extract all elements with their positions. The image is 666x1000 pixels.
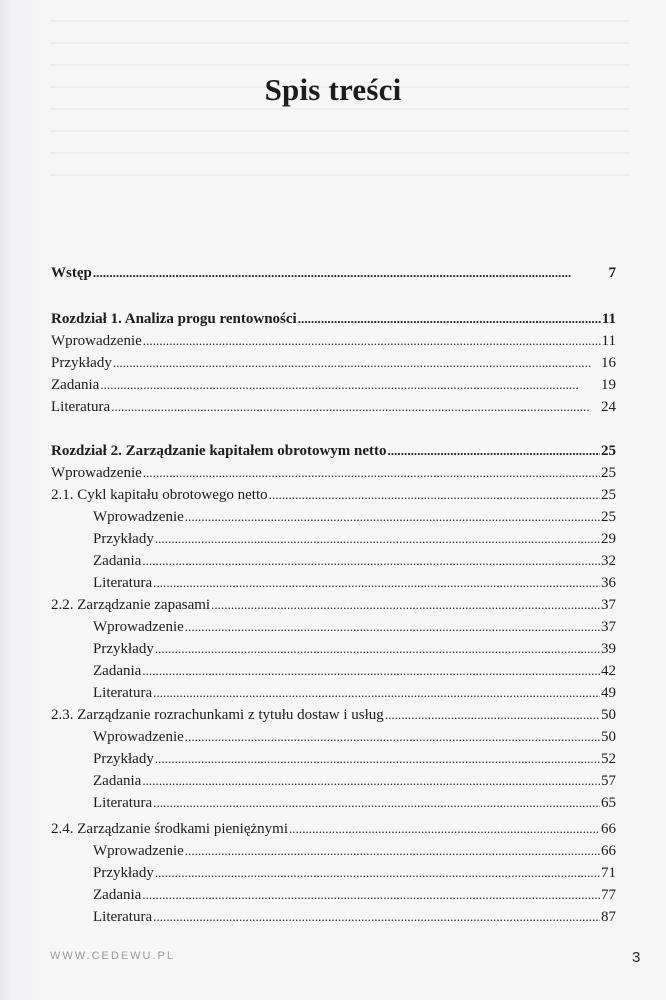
- toc-entry: [93, 682, 616, 704]
- toc-entry: [51, 352, 616, 374]
- toc-entry-label: Zadania: [51, 377, 100, 393]
- toc-entry-label: Wprowadzenie: [51, 465, 142, 481]
- toc-entry: [93, 550, 616, 572]
- toc-entry: [51, 440, 616, 462]
- toc-entry: [93, 840, 616, 862]
- toc-entry-label: Rozdział 1. Analiza progu rentowności: [51, 311, 297, 327]
- dot-leader: [113, 352, 600, 374]
- dot-leader: [155, 528, 600, 550]
- toc-entry: [51, 818, 616, 840]
- dot-leader: [153, 572, 600, 594]
- toc-entry-page: 37: [601, 597, 616, 613]
- dot-leader: [142, 660, 600, 682]
- dot-leader: [388, 440, 600, 462]
- toc-entry-label: Literatura: [51, 399, 111, 415]
- toc-entry-page: 71: [601, 865, 616, 881]
- dot-leader: [142, 550, 600, 572]
- toc-entry: [51, 396, 616, 418]
- toc-entry-label: Przykłady: [51, 355, 112, 371]
- dot-leader: [289, 818, 600, 840]
- dot-leader: [142, 770, 600, 792]
- toc-entry: [93, 572, 616, 594]
- dot-leader: [269, 484, 600, 506]
- toc-entry-page: 65: [601, 795, 616, 811]
- toc-entry: [93, 616, 616, 638]
- dot-leader: [100, 374, 600, 396]
- dot-leader: [142, 884, 600, 906]
- toc-entry-label: Wprowadzenie: [93, 619, 184, 635]
- toc-entry-page: 24: [601, 399, 616, 415]
- toc-entry: [51, 704, 616, 726]
- toc-entry: [51, 308, 616, 330]
- toc-entry-label: Przykłady: [93, 531, 154, 547]
- toc-entry: [51, 462, 616, 484]
- toc-entry-label: Literatura: [93, 685, 153, 701]
- dot-leader: [185, 506, 600, 528]
- toc-entry-label: Wprowadzenie: [93, 509, 184, 525]
- toc-entry-label: 2.4. Zarządzanie środkami pieniężnymi: [51, 821, 288, 837]
- toc-entry: [93, 792, 616, 814]
- toc-entry-label: Literatura: [93, 795, 153, 811]
- toc-entry: [51, 262, 616, 284]
- toc-entry-page: 87: [601, 909, 616, 925]
- toc-entry-page: 16: [601, 355, 616, 371]
- toc-entry-label: Wprowadzenie: [93, 729, 184, 745]
- toc-entry: [93, 906, 616, 928]
- toc-entry-page: 11: [601, 333, 616, 349]
- toc-entry-page: 29: [601, 531, 616, 547]
- toc-entry-label: Przykłady: [93, 641, 154, 657]
- toc-entry: [51, 330, 616, 352]
- dot-leader: [143, 330, 601, 352]
- toc-entry: [93, 528, 616, 550]
- dot-leader: [93, 262, 608, 284]
- page-number: 3: [632, 949, 641, 966]
- dot-leader: [185, 616, 600, 638]
- dot-leader: [153, 682, 600, 704]
- toc-entry-label: Zadania: [93, 663, 142, 679]
- dot-leader: [155, 748, 600, 770]
- toc-entry-label: Przykłady: [93, 865, 154, 881]
- footer-url: WWW.CEDEWU.PL: [50, 950, 175, 962]
- toc-entry-page: 39: [601, 641, 616, 657]
- toc-entry-page: 25: [601, 443, 616, 459]
- toc-entry-label: Wprowadzenie: [93, 843, 184, 859]
- toc-entry-page: 77: [601, 887, 616, 903]
- toc-entry-page: 19: [601, 377, 616, 393]
- toc-entry: [93, 660, 616, 682]
- toc-entry-label: Zadania: [93, 553, 142, 569]
- toc-entry-label: Rozdział 2. Zarządzanie kapitałem obrotowym netto: [51, 443, 387, 459]
- toc-entry-page: 42: [601, 663, 616, 679]
- toc-entry-page: 66: [601, 821, 616, 837]
- dot-leader: [153, 906, 600, 928]
- toc-entry-label: Zadania: [93, 773, 142, 789]
- toc-entry: [93, 638, 616, 660]
- toc-entry-page: 52: [601, 751, 616, 767]
- toc-entry: [51, 484, 616, 506]
- dot-leader: [153, 792, 600, 814]
- toc-entry: [93, 506, 616, 528]
- toc-entry-label: Zadania: [93, 887, 142, 903]
- toc-entry: [51, 374, 616, 396]
- toc-entry: [93, 862, 616, 884]
- toc-entry-page: 11: [601, 311, 616, 327]
- toc-entry-page: 36: [601, 575, 616, 591]
- toc-entry-label: Wstęp: [51, 265, 92, 281]
- dot-leader: [185, 726, 600, 748]
- toc-entry: [51, 594, 616, 616]
- page-title: Spis treści: [264, 72, 402, 107]
- toc-entry-label: Przykłady: [93, 751, 154, 767]
- toc-entry-page: 25: [601, 487, 616, 503]
- toc-entry-label: 2.2. Zarządzanie zapasami: [51, 597, 211, 613]
- dot-leader: [385, 704, 600, 726]
- toc-entry-page: 25: [601, 509, 616, 525]
- toc-entry-label: 2.1. Cykl kapitału obrotowego netto: [51, 487, 268, 503]
- toc-entry-label: 2.3. Zarządzanie rozrachunkami z tytułu dostaw i usług: [51, 707, 384, 723]
- toc-entry-page: 7: [608, 265, 616, 281]
- dot-leader: [111, 396, 600, 418]
- toc-entry: [93, 770, 616, 792]
- toc-entry-page: 50: [601, 729, 616, 745]
- toc-entry-label: Literatura: [93, 575, 153, 591]
- toc-entry: [93, 884, 616, 906]
- toc-entry-label: Literatura: [93, 909, 153, 925]
- toc-entry: [93, 726, 616, 748]
- toc-entry-page: 25: [601, 465, 616, 481]
- dot-leader: [185, 840, 600, 862]
- toc-entry-page: 32: [601, 553, 616, 569]
- dot-leader: [143, 462, 600, 484]
- toc-entry-page: 49: [601, 685, 616, 701]
- toc-entry-page: 66: [601, 843, 616, 859]
- toc-entry: [93, 748, 616, 770]
- dot-leader: [155, 862, 600, 884]
- toc-entry-page: 37: [601, 619, 616, 635]
- dot-leader: [298, 308, 601, 330]
- toc-entry-page: 57: [601, 773, 616, 789]
- toc-entry-label: Wprowadzenie: [51, 333, 142, 349]
- dot-leader: [211, 594, 600, 616]
- toc-entry-page: 50: [601, 707, 616, 723]
- dot-leader: [155, 638, 600, 660]
